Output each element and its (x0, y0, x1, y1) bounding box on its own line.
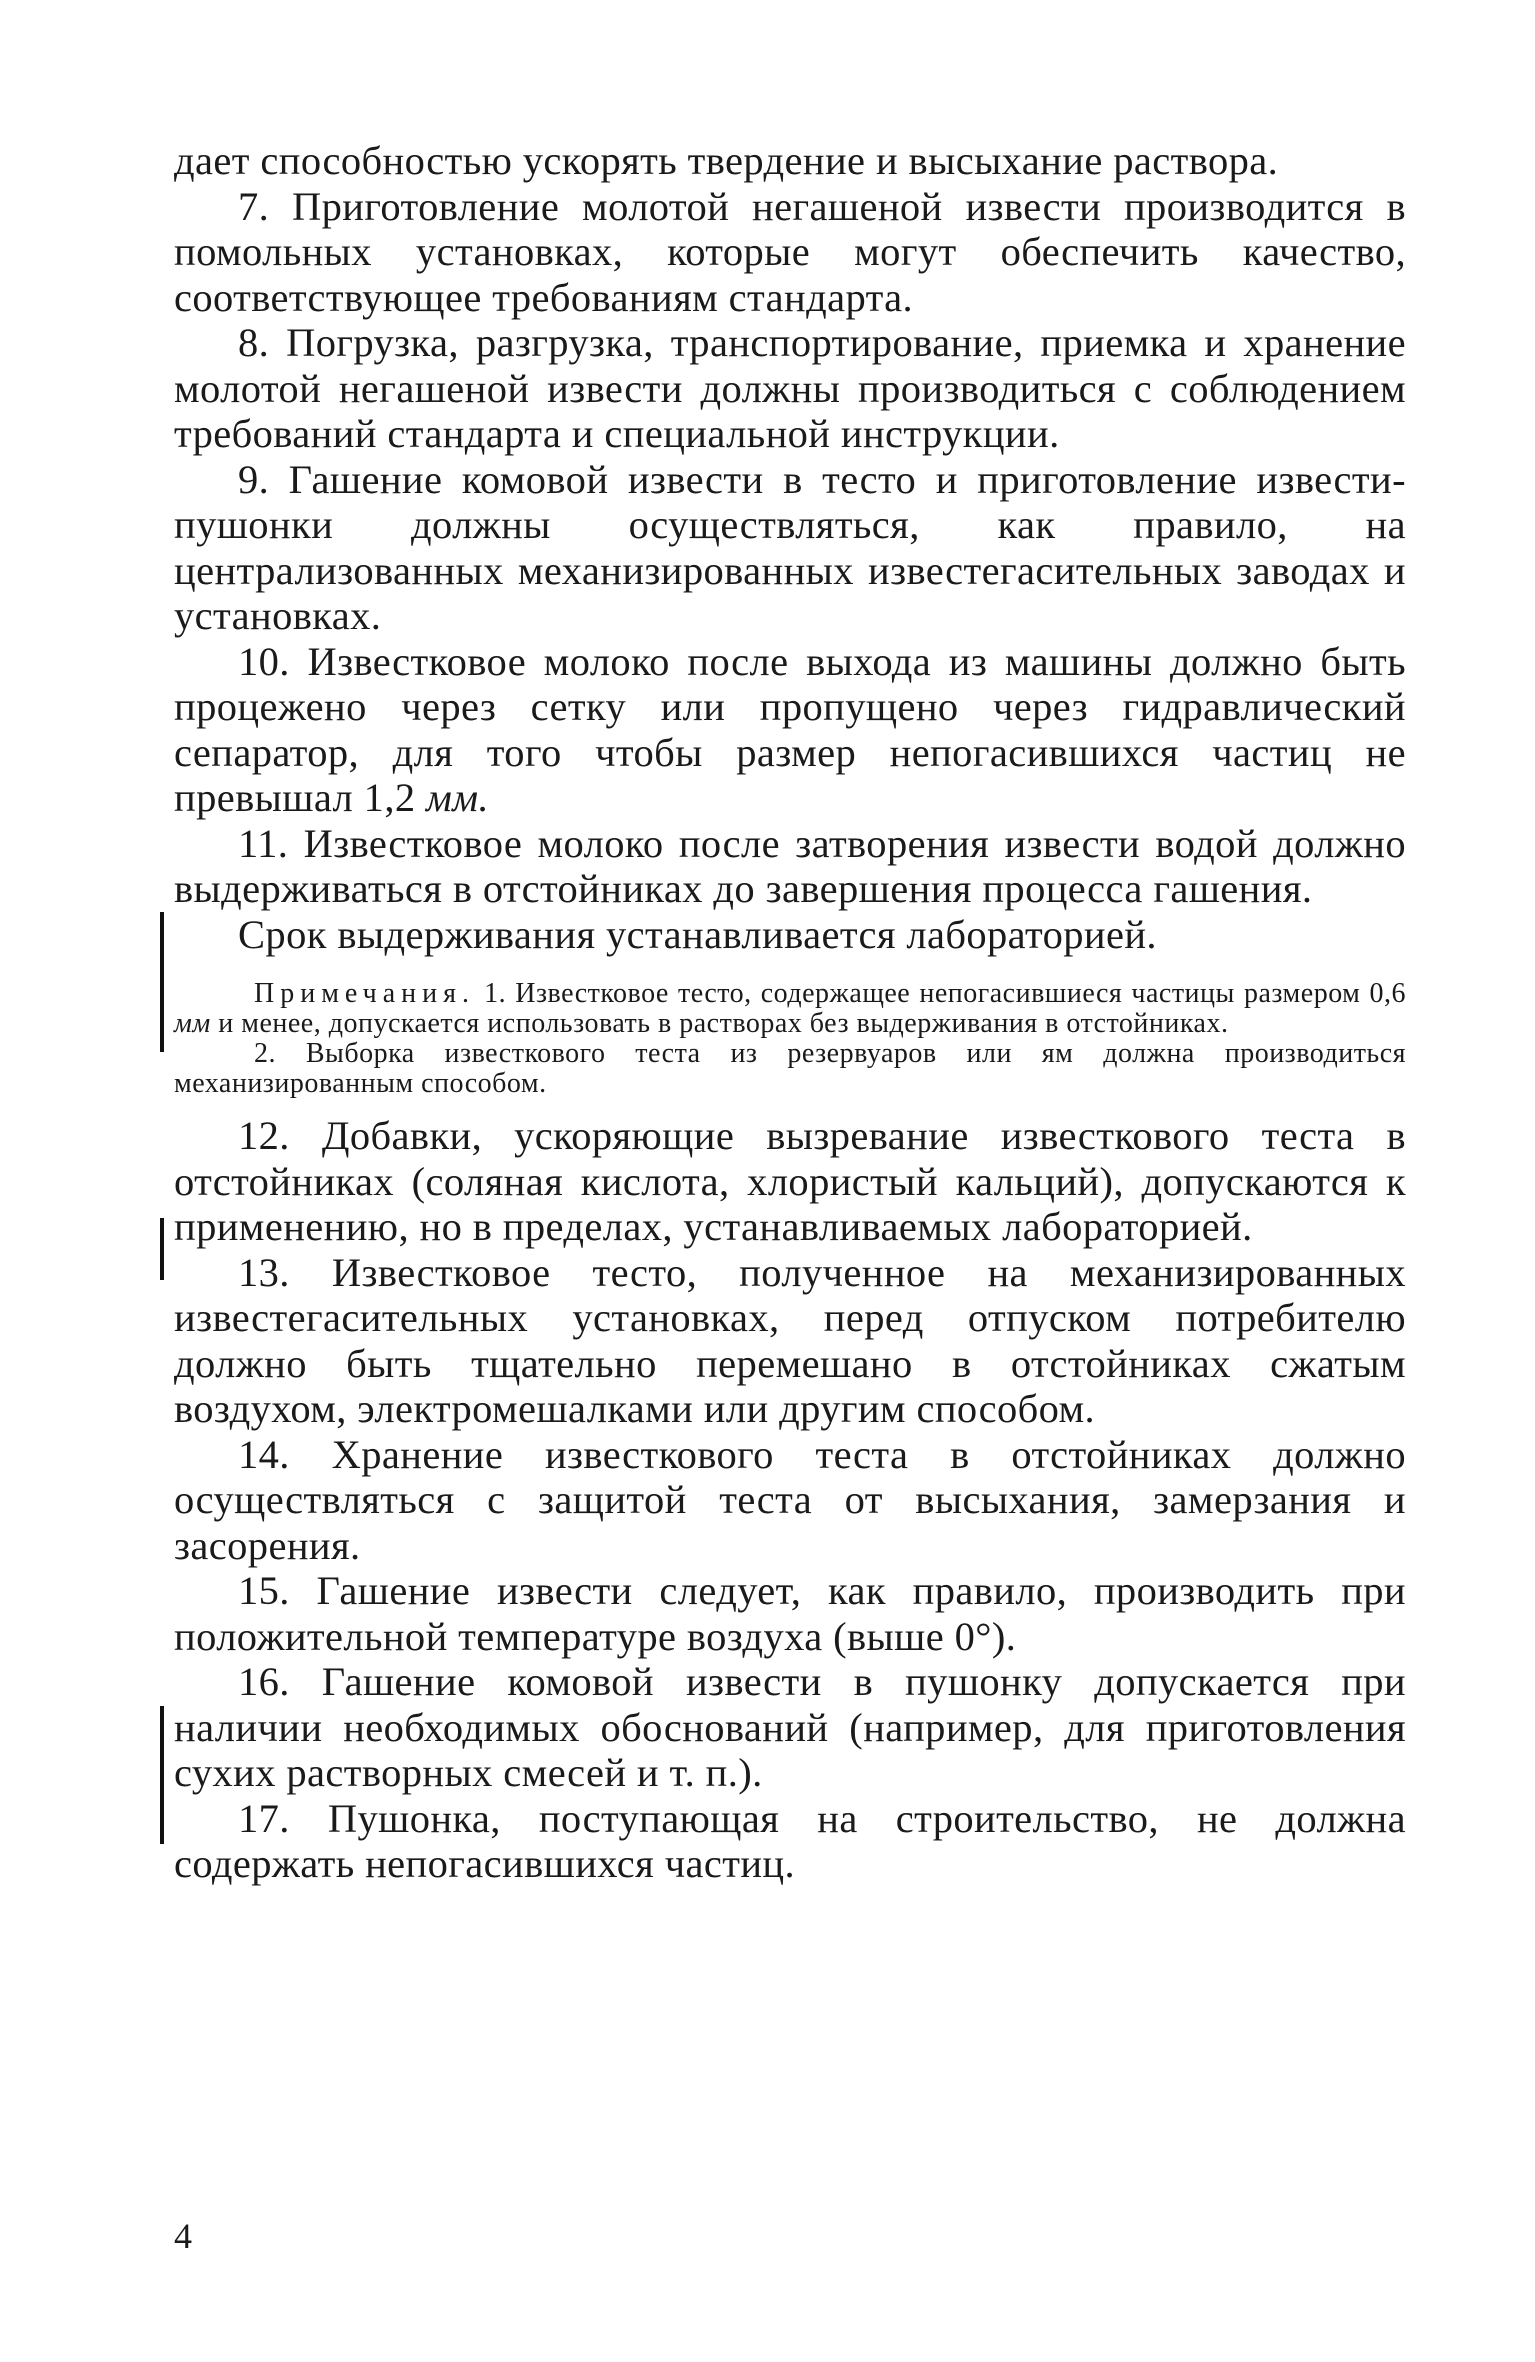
paragraph-10-unit: мм. (426, 775, 490, 820)
note-1 (174, 979, 1406, 1039)
paragraph-10-text: 10. Известковое молоко после выхода из машины должно быть процежено через сетку или пропущено через гидравлический сепаратор, для того чтобы размер непогасившихся частиц не превышал 1,2 (174, 638, 1406, 820)
paragraph-intro: дает способностью ускорять твердение и высыхание раствора. (174, 138, 1279, 183)
paragraph-12: 12. Добавки, ускоряющие вызревание известкового теста в отстойниках (соляная кислота, хлористый кальций), допускаются к применению, но в пределах, устанавливаемых лабораторией. (174, 1113, 1406, 1249)
revision-bar-paragraph-14 (160, 1706, 164, 1844)
paragraph-11: 11. Известковое молоко после затворения извести водой должно выдерживаться в отстойниках до завершения процесса гашения. (174, 820, 1406, 911)
note-2: 2. Выборка известкового теста из резервуаров или ям должна производиться механизированным способом. (174, 1038, 1406, 1099)
paragraph-14: 14. Хранение известкового теста в отстойниках должно осуществляться с защитой теста от высыхания, замерзания и засорения. (174, 1431, 1406, 1568)
paragraph-17: 17. Пушонка, поступающая на строительство, не должна содержать непогасившихся частиц. (174, 1795, 1406, 1886)
paragraph-7: 7. Приготовление молотой негашеной извести производится в помольных установках, которые могут обеспечить качество, соответствующее требованиям стандарта. (174, 183, 1406, 320)
note-1-text: 1. Известковое тесто, содержащее непогасившиеся частицы размером 0,6 (475, 978, 1406, 1009)
paragraph-11-term: Срок выдерживания устанавливается лабораторией. (238, 911, 1157, 957)
paragraph-9: 9. Гашение комовой извести в тесто и приготовление извести-пушонки должны осуществляться, как правило, на централизованных механизированных известегасительных заводах и установках. (174, 456, 1406, 638)
page-body (174, 138, 1406, 1887)
note-label: Примечания. (254, 978, 476, 1009)
paragraph-15: 15. Гашение извести следует, как правило, производить при положительной температуре воздуха (выше 0°). (174, 1568, 1406, 1659)
paragraph-13: 13. Известковое тесто, полученное на механизированных известегасительных установках, перед отпуском потребителю должно быть тщательно перемешано в отстойниках сжатым воздухом, электромешалками или другим способом. (174, 1249, 1406, 1431)
page-number: 4 (174, 2216, 192, 2256)
notes-block (174, 979, 1406, 1099)
revision-bar-note-2 (160, 1218, 164, 1280)
note-1-text-end: и менее, допускается использовать в растворах без выдерживания в отстойниках. (210, 1008, 1229, 1039)
paragraph-8: 8. Погрузка, разгрузка, транспортирование, приемка и хранение молотой негашеной извести должны производиться с соблюдением требований стандарта и специальной инструкции. (174, 320, 1406, 456)
note-1-unit: мм (174, 1008, 211, 1039)
paragraph-16: 16. Гашение комовой извести в пушонку допускается при наличии необходимых обоснований (например, для приготовления сухих растворных смесей и т. п.). (174, 1659, 1406, 1795)
paragraph-10 (174, 639, 1406, 821)
revision-bar-paragraph-11 (160, 912, 164, 1052)
